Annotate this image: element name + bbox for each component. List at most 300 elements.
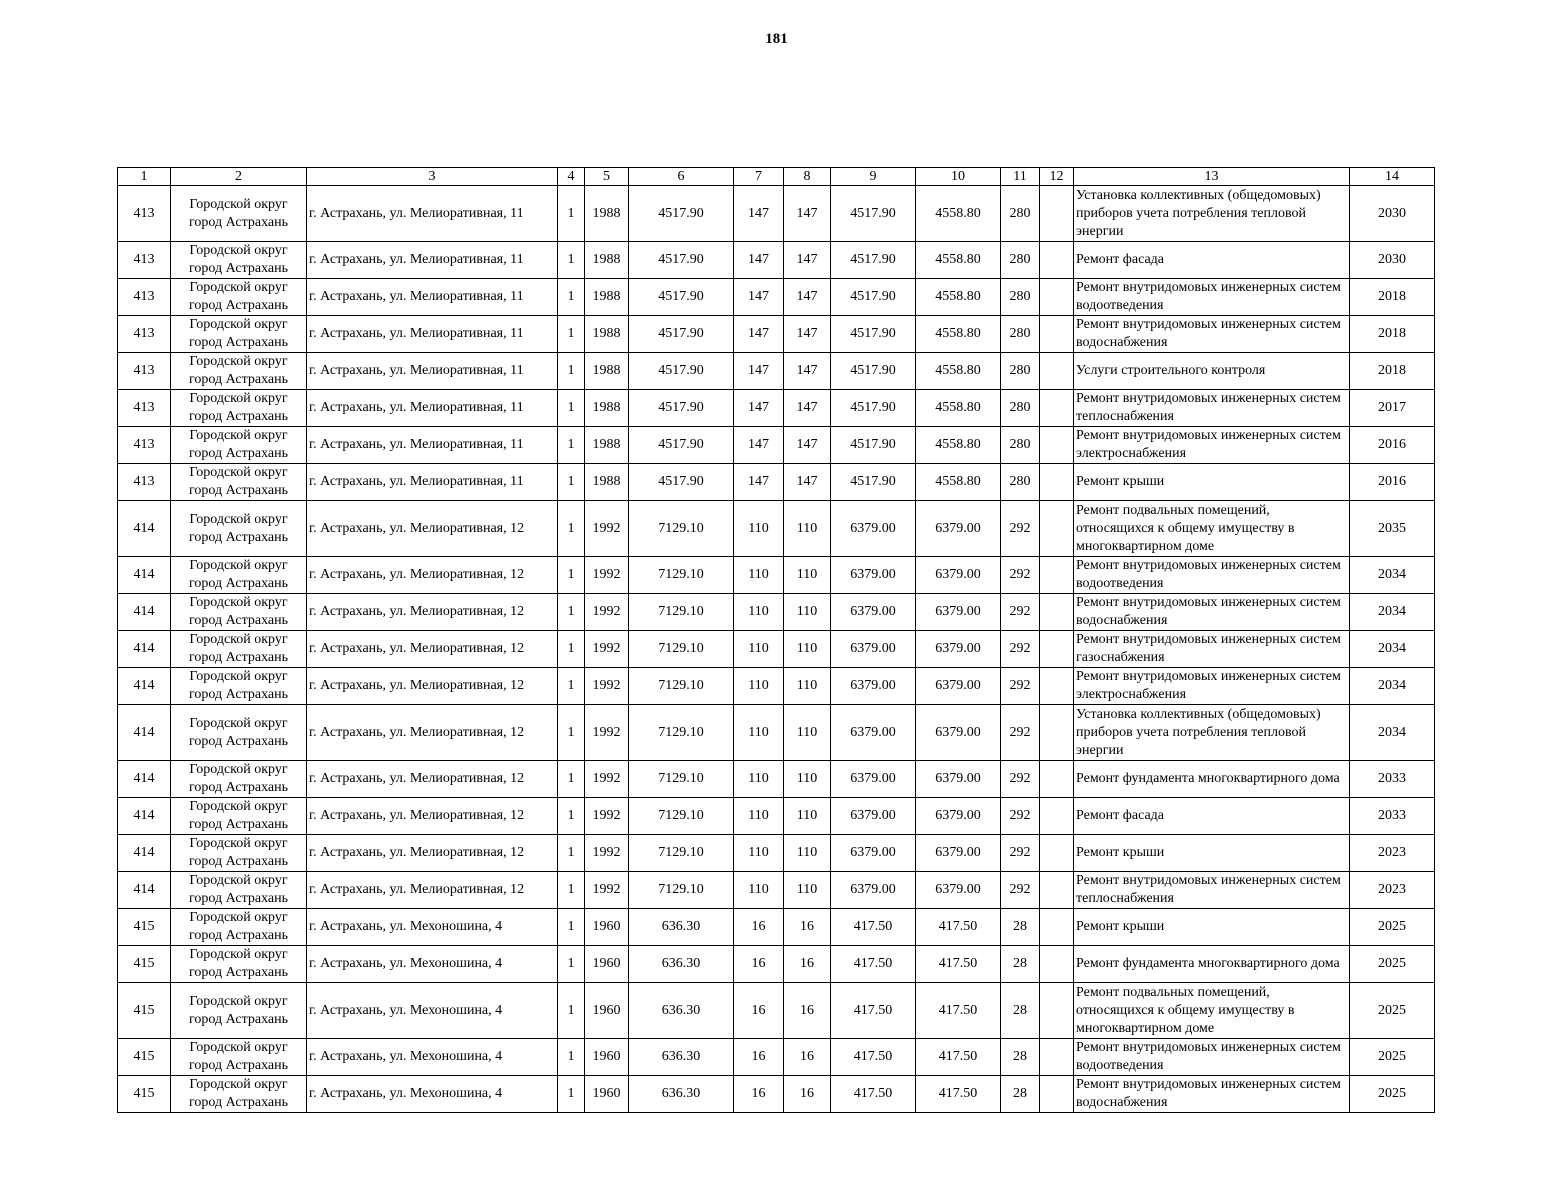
col11-cell: 280: [1001, 316, 1040, 353]
col7-cell: 147: [734, 186, 784, 242]
col8-cell: 110: [784, 501, 831, 557]
col10-cell: 6379.00: [916, 594, 1001, 631]
col10-cell: 4558.80: [916, 390, 1001, 427]
col4-cell: 1: [558, 594, 585, 631]
col10-cell: 4558.80: [916, 427, 1001, 464]
col11-cell: 292: [1001, 705, 1040, 761]
col10-cell: 6379.00: [916, 631, 1001, 668]
col6-cell: 7129.10: [629, 668, 734, 705]
col7-cell: 147: [734, 279, 784, 316]
address-cell: г. Астрахань, ул. Мелиоративная, 12: [307, 501, 558, 557]
col-header: 14: [1350, 168, 1435, 186]
work-type-cell: Ремонт внутридомовых инженерных систем водоотведения: [1074, 557, 1350, 594]
col4-cell: 1: [558, 983, 585, 1039]
col8-cell: 147: [784, 390, 831, 427]
col10-cell: 4558.80: [916, 242, 1001, 279]
col-header: 13: [1074, 168, 1350, 186]
table-row: [118, 353, 1435, 390]
year-cell: 1992: [585, 761, 629, 798]
col-header: 2: [171, 168, 307, 186]
work-type-cell: Ремонт внутридомовых инженерных систем водоотведения: [1074, 279, 1350, 316]
col6-cell: 7129.10: [629, 705, 734, 761]
row-number: 413: [118, 279, 171, 316]
col8-cell: 110: [784, 631, 831, 668]
year-cell: 1992: [585, 501, 629, 557]
col-header: 11: [1001, 168, 1040, 186]
col10-cell: 6379.00: [916, 835, 1001, 872]
year-cell: 1960: [585, 1039, 629, 1076]
table-row: [118, 1039, 1435, 1076]
table-row: [118, 1076, 1435, 1113]
address-cell: г. Астрахань, ул. Мелиоративная, 11: [307, 353, 558, 390]
table-row: [118, 427, 1435, 464]
col-header: 10: [916, 168, 1001, 186]
district-cell: Городской округ город Астрахань: [171, 761, 307, 798]
year-cell: 1988: [585, 279, 629, 316]
work-type-cell: Ремонт крыши: [1074, 835, 1350, 872]
row-number: 414: [118, 631, 171, 668]
row-number: 414: [118, 835, 171, 872]
col11-cell: 292: [1001, 557, 1040, 594]
col8-cell: 16: [784, 1039, 831, 1076]
table-row: [118, 464, 1435, 501]
district-cell: Городской округ город Астрахань: [171, 1076, 307, 1113]
row-number: 415: [118, 1076, 171, 1113]
work-type-cell: Ремонт фундамента многоквартирного дома: [1074, 946, 1350, 983]
col6-cell: 7129.10: [629, 872, 734, 909]
col10-cell: 6379.00: [916, 557, 1001, 594]
row-number: 414: [118, 705, 171, 761]
work-type-cell: Ремонт внутридомовых инженерных систем газоснабжения: [1074, 631, 1350, 668]
table-row: [118, 501, 1435, 557]
col-header: 1: [118, 168, 171, 186]
col8-cell: 110: [784, 798, 831, 835]
work-type-cell: Ремонт фасада: [1074, 798, 1350, 835]
col6-cell: 4517.90: [629, 316, 734, 353]
col8-cell: 147: [784, 186, 831, 242]
address-cell: г. Астрахань, ул. Мелиоративная, 11: [307, 390, 558, 427]
col12-cell: [1040, 946, 1074, 983]
col11-cell: 28: [1001, 909, 1040, 946]
col11-cell: 292: [1001, 798, 1040, 835]
col12-cell: [1040, 705, 1074, 761]
col10-cell: 417.50: [916, 946, 1001, 983]
work-type-cell: Ремонт внутридомовых инженерных систем теплоснабжения: [1074, 390, 1350, 427]
col10-cell: 6379.00: [916, 761, 1001, 798]
planned-year-cell: 2034: [1350, 668, 1435, 705]
address-cell: г. Астрахань, ул. Мелиоративная, 12: [307, 557, 558, 594]
col8-cell: 110: [784, 835, 831, 872]
col6-cell: 4517.90: [629, 279, 734, 316]
col6-cell: 636.30: [629, 1039, 734, 1076]
work-type-cell: Ремонт крыши: [1074, 464, 1350, 501]
address-cell: г. Астрахань, ул. Мелиоративная, 12: [307, 594, 558, 631]
planned-year-cell: 2018: [1350, 353, 1435, 390]
col6-cell: 4517.90: [629, 390, 734, 427]
col9-cell: 4517.90: [831, 390, 916, 427]
col8-cell: 147: [784, 316, 831, 353]
col7-cell: 110: [734, 501, 784, 557]
district-cell: Городской округ город Астрахань: [171, 501, 307, 557]
year-cell: 1992: [585, 798, 629, 835]
planned-year-cell: 2017: [1350, 390, 1435, 427]
planned-year-cell: 2025: [1350, 1039, 1435, 1076]
col10-cell: 417.50: [916, 1076, 1001, 1113]
district-cell: Городской округ город Астрахань: [171, 946, 307, 983]
col8-cell: 16: [784, 1076, 831, 1113]
planned-year-cell: 2030: [1350, 242, 1435, 279]
address-cell: г. Астрахань, ул. Мелиоративная, 11: [307, 427, 558, 464]
year-cell: 1992: [585, 835, 629, 872]
row-number: 414: [118, 557, 171, 594]
table-row: [118, 835, 1435, 872]
col7-cell: 147: [734, 242, 784, 279]
col7-cell: 147: [734, 316, 784, 353]
col7-cell: 110: [734, 872, 784, 909]
col7-cell: 110: [734, 594, 784, 631]
col12-cell: [1040, 668, 1074, 705]
col12-cell: [1040, 427, 1074, 464]
address-cell: г. Астрахань, ул. Мехоношина, 4: [307, 1076, 558, 1113]
planned-year-cell: 2023: [1350, 835, 1435, 872]
col6-cell: 7129.10: [629, 501, 734, 557]
district-cell: Городской округ город Астрахань: [171, 909, 307, 946]
col9-cell: 6379.00: [831, 835, 916, 872]
planned-year-cell: 2030: [1350, 186, 1435, 242]
address-cell: г. Астрахань, ул. Мелиоративная, 12: [307, 705, 558, 761]
col4-cell: 1: [558, 557, 585, 594]
col6-cell: 4517.90: [629, 464, 734, 501]
col6-cell: 4517.90: [629, 427, 734, 464]
col9-cell: 6379.00: [831, 872, 916, 909]
district-cell: Городской округ город Астрахань: [171, 798, 307, 835]
year-cell: 1988: [585, 186, 629, 242]
district-cell: Городской округ город Астрахань: [171, 464, 307, 501]
planned-year-cell: 2025: [1350, 983, 1435, 1039]
year-cell: 1988: [585, 316, 629, 353]
col6-cell: 636.30: [629, 983, 734, 1039]
col7-cell: 16: [734, 909, 784, 946]
year-cell: 1992: [585, 705, 629, 761]
col8-cell: 110: [784, 761, 831, 798]
col9-cell: 417.50: [831, 983, 916, 1039]
col11-cell: 280: [1001, 279, 1040, 316]
address-cell: г. Астрахань, ул. Мелиоративная, 11: [307, 464, 558, 501]
col10-cell: 6379.00: [916, 872, 1001, 909]
col7-cell: 110: [734, 557, 784, 594]
col9-cell: 4517.90: [831, 427, 916, 464]
district-cell: Городской округ город Астрахань: [171, 983, 307, 1039]
col9-cell: 4517.90: [831, 242, 916, 279]
col9-cell: 4517.90: [831, 464, 916, 501]
work-type-cell: Установка коллективных (общедомовых) приборов учета потребления тепловой энергии: [1074, 705, 1350, 761]
col12-cell: [1040, 316, 1074, 353]
col10-cell: 417.50: [916, 983, 1001, 1039]
col9-cell: 417.50: [831, 909, 916, 946]
district-cell: Городской округ город Астрахань: [171, 353, 307, 390]
col9-cell: 6379.00: [831, 761, 916, 798]
row-number: 413: [118, 464, 171, 501]
address-cell: г. Астрахань, ул. Мехоношина, 4: [307, 983, 558, 1039]
col4-cell: 1: [558, 464, 585, 501]
col12-cell: [1040, 186, 1074, 242]
col7-cell: 147: [734, 427, 784, 464]
table-row: [118, 798, 1435, 835]
page-number: 181: [765, 31, 788, 47]
year-cell: 1992: [585, 631, 629, 668]
col7-cell: 110: [734, 631, 784, 668]
col7-cell: 110: [734, 798, 784, 835]
year-cell: 1988: [585, 353, 629, 390]
col4-cell: 1: [558, 1039, 585, 1076]
table-row: [118, 594, 1435, 631]
planned-year-cell: 2023: [1350, 872, 1435, 909]
col11-cell: 292: [1001, 501, 1040, 557]
district-cell: Городской округ город Астрахань: [171, 242, 307, 279]
row-number: 414: [118, 798, 171, 835]
col4-cell: 1: [558, 279, 585, 316]
col8-cell: 147: [784, 279, 831, 316]
address-cell: г. Астрахань, ул. Мехоношина, 4: [307, 909, 558, 946]
col11-cell: 292: [1001, 872, 1040, 909]
row-number: 413: [118, 186, 171, 242]
col12-cell: [1040, 631, 1074, 668]
col8-cell: 110: [784, 557, 831, 594]
district-cell: Городской округ город Астрахань: [171, 279, 307, 316]
work-type-cell: Ремонт внутридомовых инженерных систем электроснабжения: [1074, 427, 1350, 464]
address-cell: г. Астрахань, ул. Мехоношина, 4: [307, 1039, 558, 1076]
year-cell: 1988: [585, 390, 629, 427]
address-cell: г. Астрахань, ул. Мелиоративная, 11: [307, 316, 558, 353]
col7-cell: 16: [734, 983, 784, 1039]
col7-cell: 16: [734, 1039, 784, 1076]
district-cell: Городской округ город Астрахань: [171, 835, 307, 872]
year-cell: 1960: [585, 983, 629, 1039]
table-row: [118, 557, 1435, 594]
col9-cell: 4517.90: [831, 279, 916, 316]
col10-cell: 417.50: [916, 1039, 1001, 1076]
col6-cell: 636.30: [629, 1076, 734, 1113]
col10-cell: 6379.00: [916, 705, 1001, 761]
col12-cell: [1040, 983, 1074, 1039]
col6-cell: 636.30: [629, 946, 734, 983]
col12-cell: [1040, 594, 1074, 631]
table-row: [118, 631, 1435, 668]
col8-cell: 16: [784, 909, 831, 946]
address-cell: г. Астрахань, ул. Мелиоративная, 12: [307, 631, 558, 668]
work-type-cell: Ремонт внутридомовых инженерных систем водоотведения: [1074, 1039, 1350, 1076]
col4-cell: 1: [558, 909, 585, 946]
district-cell: Городской округ город Астрахань: [171, 316, 307, 353]
col10-cell: 6379.00: [916, 798, 1001, 835]
col8-cell: 147: [784, 427, 831, 464]
col7-cell: 110: [734, 668, 784, 705]
table-row: [118, 390, 1435, 427]
col9-cell: 6379.00: [831, 594, 916, 631]
address-cell: г. Астрахань, ул. Мехоношина, 4: [307, 946, 558, 983]
col6-cell: 7129.10: [629, 798, 734, 835]
col8-cell: 110: [784, 668, 831, 705]
address-cell: г. Астрахань, ул. Мелиоративная, 12: [307, 872, 558, 909]
col6-cell: 7129.10: [629, 631, 734, 668]
work-type-cell: Ремонт внутридомовых инженерных систем теплоснабжения: [1074, 872, 1350, 909]
col7-cell: 147: [734, 464, 784, 501]
col12-cell: [1040, 353, 1074, 390]
col6-cell: 7129.10: [629, 835, 734, 872]
col11-cell: 292: [1001, 761, 1040, 798]
col8-cell: 110: [784, 872, 831, 909]
col7-cell: 16: [734, 946, 784, 983]
col-header: 3: [307, 168, 558, 186]
work-type-cell: Ремонт внутридомовых инженерных систем электроснабжения: [1074, 668, 1350, 705]
col4-cell: 1: [558, 353, 585, 390]
col9-cell: 4517.90: [831, 353, 916, 390]
row-number: 415: [118, 946, 171, 983]
col4-cell: 1: [558, 427, 585, 464]
col4-cell: 1: [558, 631, 585, 668]
col12-cell: [1040, 1039, 1074, 1076]
district-cell: Городской округ город Астрахань: [171, 705, 307, 761]
col12-cell: [1040, 798, 1074, 835]
district-cell: Городской округ город Астрахань: [171, 390, 307, 427]
col12-cell: [1040, 242, 1074, 279]
col-header: 12: [1040, 168, 1074, 186]
row-number: 414: [118, 872, 171, 909]
address-cell: г. Астрахань, ул. Мелиоративная, 11: [307, 279, 558, 316]
table-row: [118, 279, 1435, 316]
district-cell: Городской округ город Астрахань: [171, 872, 307, 909]
row-number: 413: [118, 242, 171, 279]
col11-cell: 280: [1001, 427, 1040, 464]
col12-cell: [1040, 501, 1074, 557]
year-cell: 1992: [585, 872, 629, 909]
col4-cell: 1: [558, 316, 585, 353]
planned-year-cell: 2016: [1350, 464, 1435, 501]
col9-cell: 6379.00: [831, 501, 916, 557]
planned-year-cell: 2033: [1350, 761, 1435, 798]
planned-year-cell: 2018: [1350, 316, 1435, 353]
col8-cell: 147: [784, 464, 831, 501]
col12-cell: [1040, 1076, 1074, 1113]
col11-cell: 292: [1001, 594, 1040, 631]
col9-cell: 417.50: [831, 946, 916, 983]
table-row: [118, 186, 1435, 242]
row-number: 415: [118, 983, 171, 1039]
col-header: 6: [629, 168, 734, 186]
year-cell: 1992: [585, 668, 629, 705]
col12-cell: [1040, 279, 1074, 316]
col11-cell: 292: [1001, 631, 1040, 668]
col-header: 9: [831, 168, 916, 186]
year-cell: 1960: [585, 1076, 629, 1113]
row-number: 413: [118, 427, 171, 464]
col11-cell: 280: [1001, 390, 1040, 427]
planned-year-cell: 2034: [1350, 631, 1435, 668]
row-number: 414: [118, 501, 171, 557]
table-row: [118, 242, 1435, 279]
row-number: 413: [118, 316, 171, 353]
col8-cell: 110: [784, 594, 831, 631]
planned-year-cell: 2034: [1350, 594, 1435, 631]
col11-cell: 28: [1001, 1039, 1040, 1076]
col8-cell: 16: [784, 946, 831, 983]
table-row: [118, 705, 1435, 761]
col10-cell: 6379.00: [916, 501, 1001, 557]
col11-cell: 28: [1001, 1076, 1040, 1113]
col-header: 8: [784, 168, 831, 186]
planned-year-cell: 2034: [1350, 705, 1435, 761]
col9-cell: 6379.00: [831, 668, 916, 705]
col12-cell: [1040, 909, 1074, 946]
work-type-cell: Ремонт внутридомовых инженерных систем водоснабжения: [1074, 1076, 1350, 1113]
col4-cell: 1: [558, 835, 585, 872]
col9-cell: 6379.00: [831, 557, 916, 594]
planned-year-cell: 2018: [1350, 279, 1435, 316]
col4-cell: 1: [558, 242, 585, 279]
row-number: 414: [118, 594, 171, 631]
col10-cell: 4558.80: [916, 464, 1001, 501]
work-type-cell: Ремонт фасада: [1074, 242, 1350, 279]
col7-cell: 110: [734, 761, 784, 798]
row-number: 413: [118, 390, 171, 427]
col11-cell: 280: [1001, 464, 1040, 501]
col-header: 7: [734, 168, 784, 186]
col6-cell: 636.30: [629, 909, 734, 946]
col11-cell: 280: [1001, 242, 1040, 279]
year-cell: 1960: [585, 909, 629, 946]
col4-cell: 1: [558, 668, 585, 705]
address-cell: г. Астрахань, ул. Мелиоративная, 11: [307, 242, 558, 279]
row-number: 414: [118, 668, 171, 705]
col6-cell: 4517.90: [629, 242, 734, 279]
year-cell: 1988: [585, 464, 629, 501]
col8-cell: 147: [784, 353, 831, 390]
planned-year-cell: 2025: [1350, 909, 1435, 946]
col9-cell: 4517.90: [831, 316, 916, 353]
col4-cell: 1: [558, 798, 585, 835]
capital-repair-table: [117, 167, 1435, 1113]
col4-cell: 1: [558, 946, 585, 983]
col6-cell: 7129.10: [629, 594, 734, 631]
col7-cell: 147: [734, 390, 784, 427]
row-number: 414: [118, 761, 171, 798]
col9-cell: 6379.00: [831, 798, 916, 835]
col8-cell: 16: [784, 983, 831, 1039]
year-cell: 1988: [585, 242, 629, 279]
table-row: [118, 668, 1435, 705]
district-cell: Городской округ город Астрахань: [171, 668, 307, 705]
work-type-cell: Ремонт крыши: [1074, 909, 1350, 946]
col8-cell: 110: [784, 705, 831, 761]
col10-cell: 4558.80: [916, 316, 1001, 353]
year-cell: 1988: [585, 427, 629, 464]
col9-cell: 6379.00: [831, 705, 916, 761]
col11-cell: 280: [1001, 353, 1040, 390]
district-cell: Городской округ город Астрахань: [171, 427, 307, 464]
address-cell: г. Астрахань, ул. Мелиоративная, 11: [307, 186, 558, 242]
col9-cell: 417.50: [831, 1039, 916, 1076]
planned-year-cell: 2025: [1350, 946, 1435, 983]
col12-cell: [1040, 557, 1074, 594]
district-cell: Городской округ город Астрахань: [171, 1039, 307, 1076]
district-cell: Городской округ город Астрахань: [171, 594, 307, 631]
address-cell: г. Астрахань, ул. Мелиоративная, 12: [307, 798, 558, 835]
col10-cell: 4558.80: [916, 279, 1001, 316]
year-cell: 1992: [585, 557, 629, 594]
district-cell: Городской округ город Астрахань: [171, 631, 307, 668]
col4-cell: 1: [558, 390, 585, 427]
col4-cell: 1: [558, 761, 585, 798]
